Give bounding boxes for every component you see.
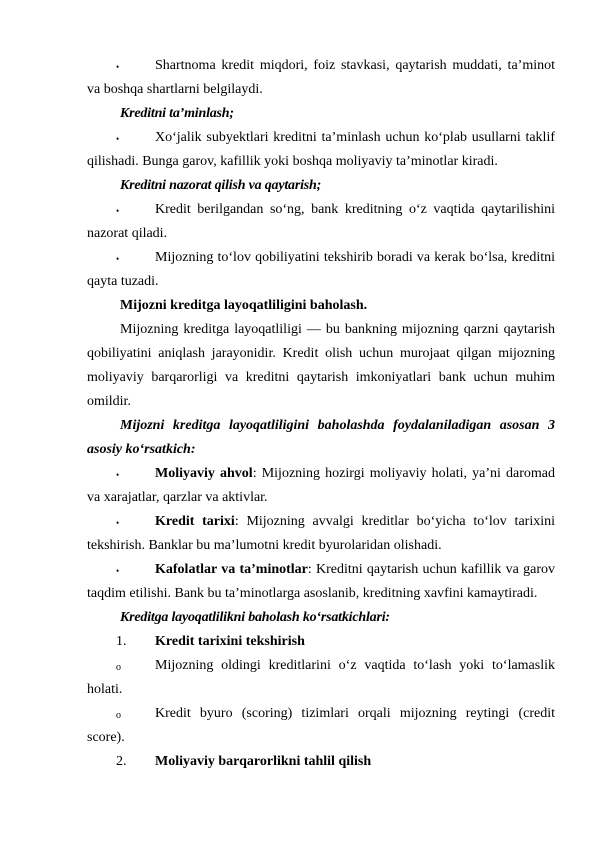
bullet-icon: • <box>116 206 120 216</box>
section-heading: Mijozni kreditga layoqatliligini baholashda foydalaniladigan asosan 3 asosiy ko‘rsatkich: <box>87 418 555 457</box>
list-item <box>87 54 555 102</box>
section-heading: Mijozni kreditga layoqatliligini baholash. <box>120 298 368 313</box>
section-heading: Kreditni ta’minlash; <box>120 106 234 121</box>
list-item <box>87 246 555 294</box>
bullet-icon: • <box>116 518 120 528</box>
criterion-text: : Kreditni qaytarish uchun kafillik va garov taqdim etilishi. Bank bu ta’minotlarga asoslanib, kreditning xavfini kamaytiradi. <box>87 562 555 601</box>
list-item-text: Kredit berilgandan so‘ng, bank kreditning o‘z vaqtida qaytarilishini nazorat qiladi. <box>87 202 555 241</box>
item-number: 2. <box>116 754 127 769</box>
section-heading: Kreditga layoqatlilikni baholash ko‘rsatkichlari: <box>120 610 390 625</box>
sub-list-item-text: Kredit byuro (scoring) tizimlari orqali mijozning reytingi (credit score). <box>87 706 555 745</box>
circle-bullet-icon: o <box>116 710 121 721</box>
bullet-icon: • <box>116 566 120 576</box>
criterion-text: : Mijozning hozirgi moliyaviy holati, ya’ni daromad va xarajatlar, qarzlar va aktivlar. <box>87 466 556 505</box>
sub-list-item-text: Mijozning oldingi kreditlarini o‘z vaqtida to‘lash yoki to‘lamaslik holati. <box>87 658 555 697</box>
criterion-term: Moliyaviy ahvol <box>155 466 253 481</box>
circle-bullet-icon: o <box>116 662 121 673</box>
numbered-item <box>87 630 555 654</box>
bullet-icon: • <box>116 134 120 144</box>
paragraph: Mijozning kreditga layoqatliligi — bu bankning mijozning qarzni qaytarish qobiliyatini aniqlash jarayonidir. Kredit olish uchun murojaat qilgan mijozning moliyaviy barqarorligi va kreditni qaytarish imkoniyatlari bank uchun muhim omildir. <box>87 322 555 409</box>
criterion-term: Kafolatlar va ta’minotlar <box>155 562 308 577</box>
sub-list-item <box>87 654 555 702</box>
list-item <box>87 510 555 558</box>
numbered-item-title: Moliyaviy barqarorlikni tahlil qilish <box>155 754 372 769</box>
list-item-text: Xo‘jalik subyektlari kreditni ta’minlash uchun ko‘plab usullarni taklif qilishadi. Bunga garov, kafillik yoki boshqa moliyaviy ta’minotlar kiradi. <box>87 130 555 169</box>
list-item <box>87 462 555 510</box>
list-item <box>87 198 555 246</box>
item-number: 1. <box>116 634 127 649</box>
numbered-item <box>87 750 555 774</box>
sub-list-item <box>87 702 555 750</box>
list-item-text: Shartnoma kredit miqdori, foiz stavkasi, qaytarish muddati, ta’minot va boshqa shartlarni belgilaydi. <box>87 58 555 97</box>
criterion-term: Kredit tarixi <box>155 514 235 529</box>
criterion-text: : Mijozning avvalgi kreditlar bo‘yicha to‘lov tarixini tekshirish. Banklar bu ma’lumotni kredit byurolaridan olishadi. <box>87 514 555 553</box>
list-item <box>87 126 555 174</box>
list-item-text: Mijozning to‘lov qobiliyatini tekshirib boradi va kerak bo‘lsa, kreditni qayta tuzadi. <box>87 250 555 289</box>
numbered-item-title: Kredit tarixini tekshirish <box>155 634 305 649</box>
section-heading: Kreditni nazorat qilish va qaytarish; <box>120 178 322 193</box>
bullet-icon: • <box>116 470 120 480</box>
list-item <box>87 558 555 606</box>
bullet-icon: • <box>116 254 120 264</box>
bullet-icon: • <box>116 62 120 72</box>
